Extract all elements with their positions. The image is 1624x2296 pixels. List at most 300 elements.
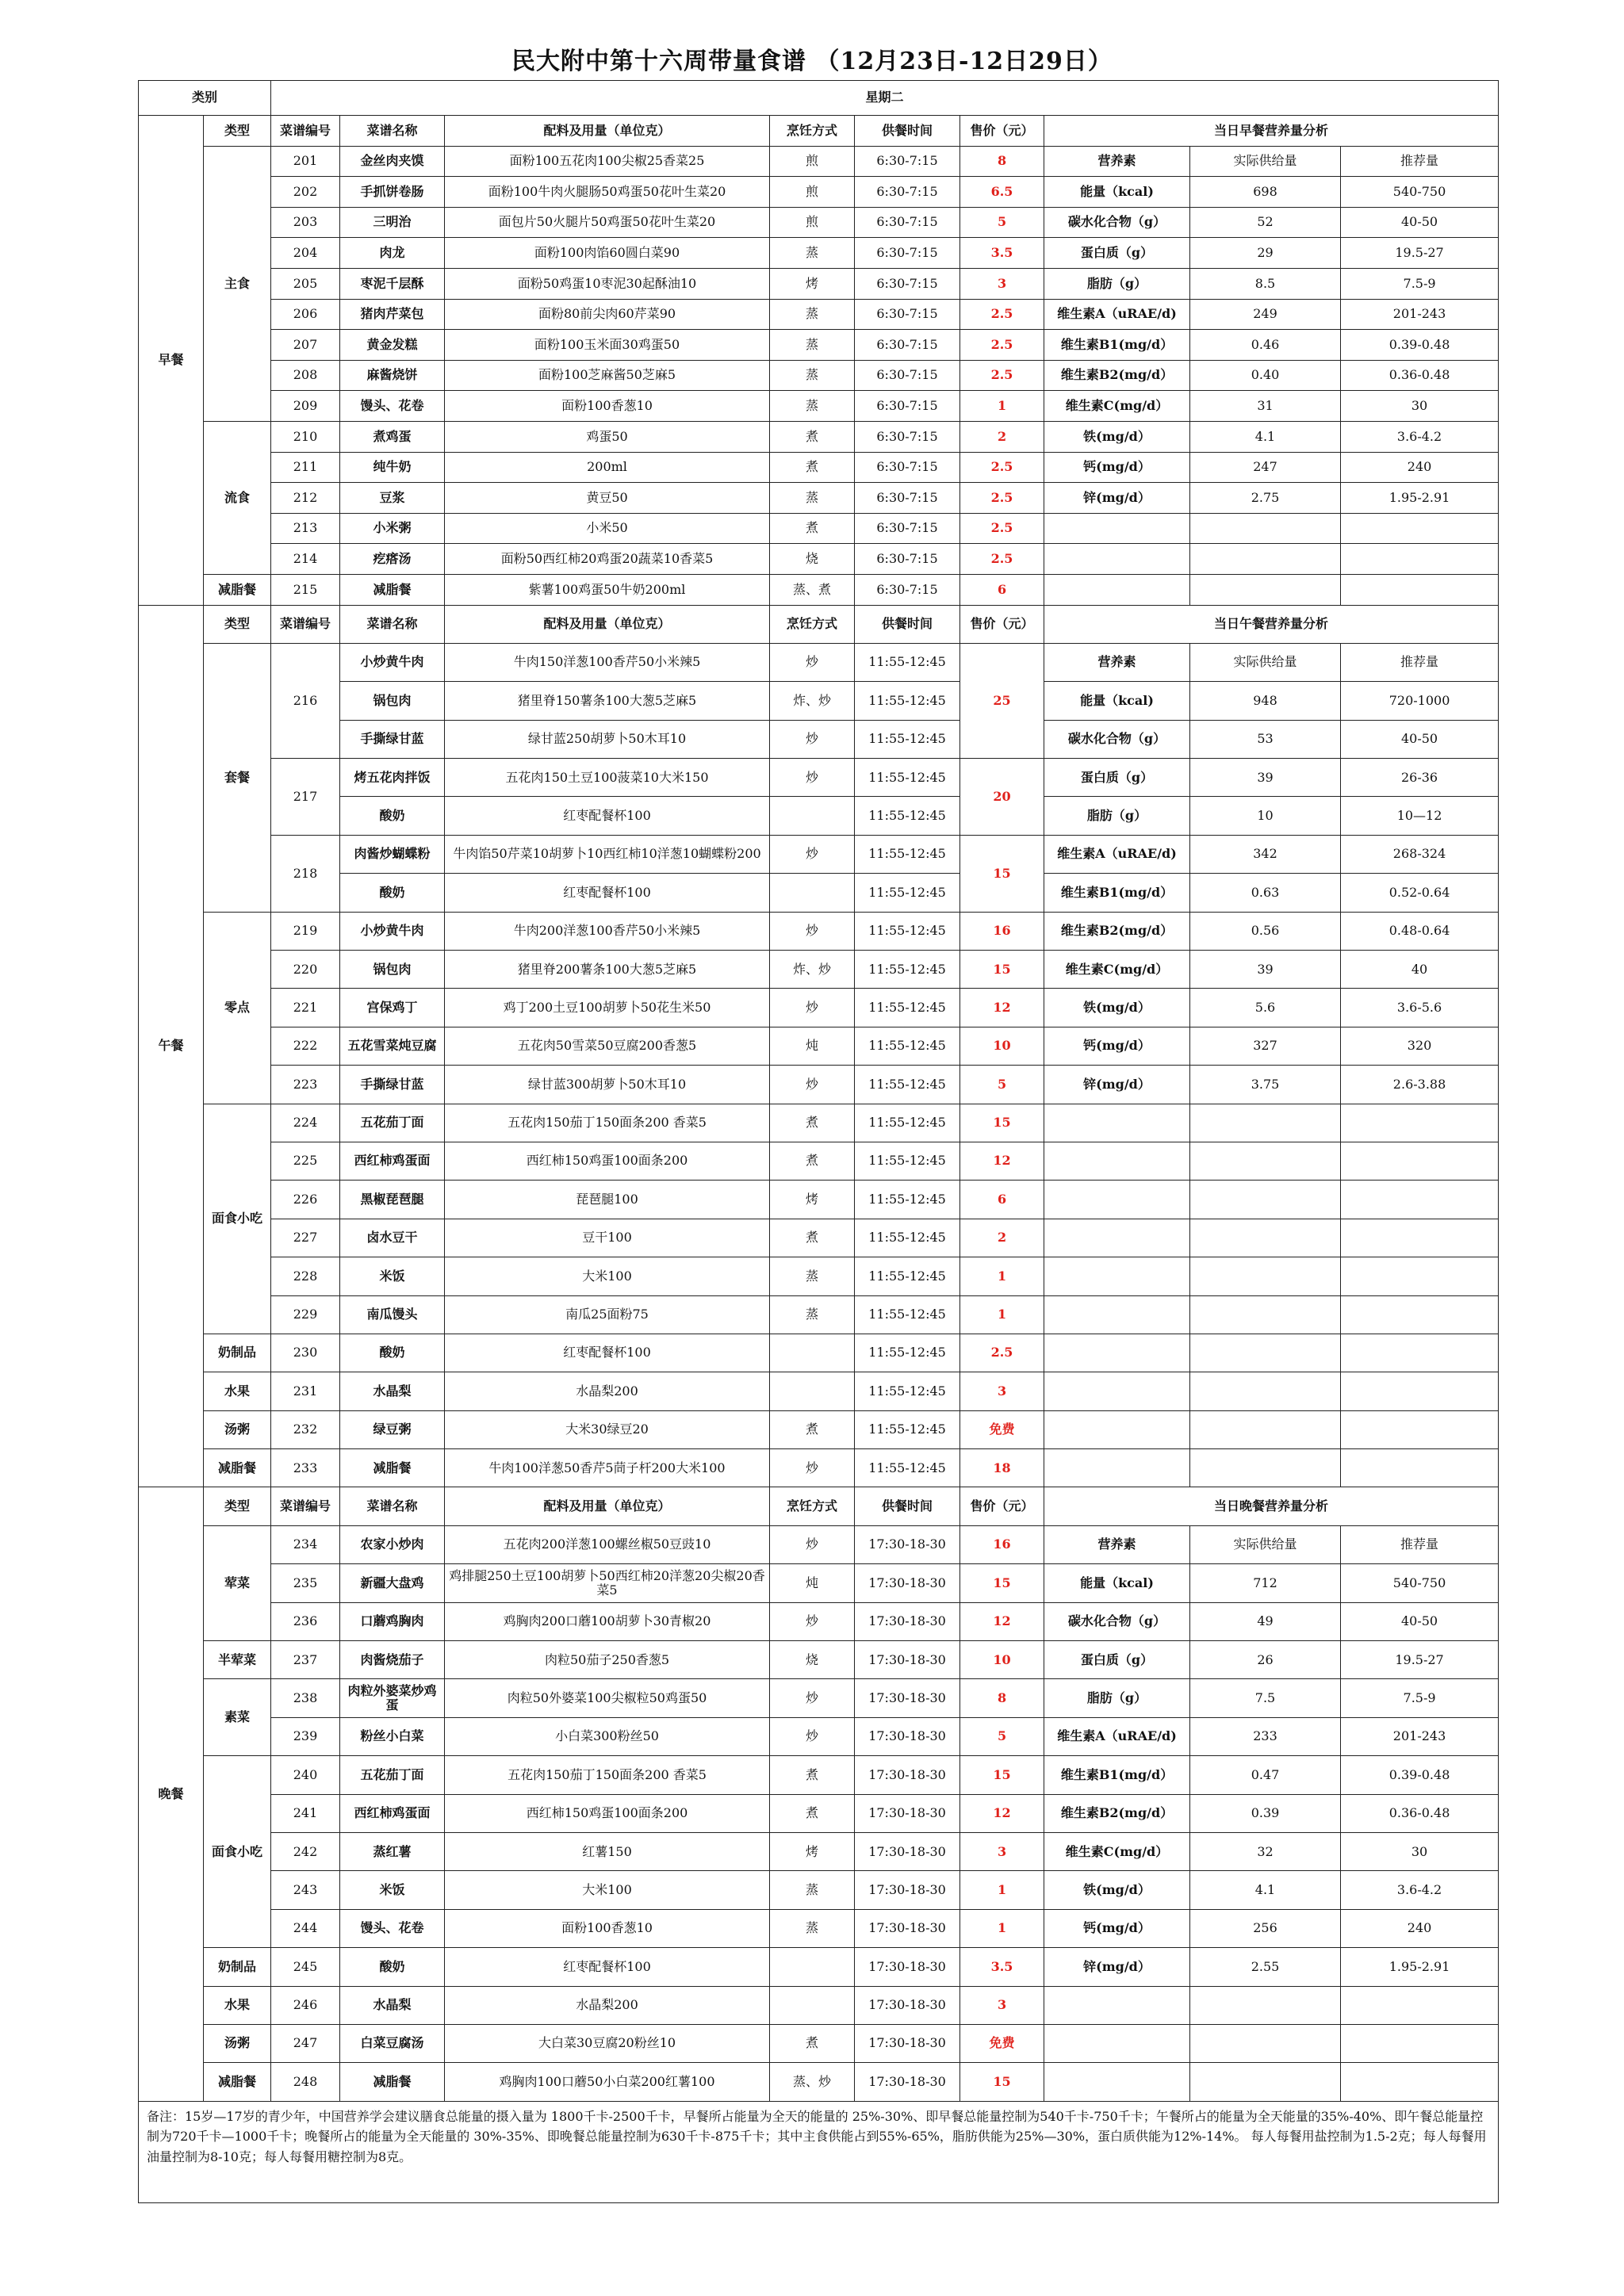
item-time: 17:30-18-30 [855, 1833, 960, 1871]
item-method: 煮 [770, 1104, 855, 1142]
item-name: 酸奶 [340, 1334, 445, 1372]
nutrient-actual: 29 [1190, 238, 1341, 269]
item-name: 馒头、花卷 [340, 1909, 445, 1947]
menu-item-row [139, 238, 1499, 269]
menu-item-row [139, 207, 1499, 238]
item-ingredients: 五花肉50雪菜50豆腐200香葱5 [445, 1027, 770, 1065]
item-code: 202 [271, 177, 340, 208]
item-price: 12 [960, 989, 1044, 1027]
item-time: 17:30-18-30 [855, 1986, 960, 2024]
menu-item-row [139, 682, 1499, 720]
item-name: 蒸红薯 [340, 1833, 445, 1871]
item-method: 烧 [770, 544, 855, 575]
item-ingredients: 面包片50火腿片50鸡蛋50花叶生菜20 [445, 207, 770, 238]
empty-cell [1044, 1104, 1190, 1142]
meal-label: 午餐 [139, 605, 204, 1487]
empty-cell [1341, 513, 1499, 544]
empty-cell [1341, 1181, 1499, 1219]
group-type: 减脂餐 [204, 574, 271, 605]
menu-item-row [139, 146, 1499, 177]
item-name: 南瓜馒头 [340, 1295, 445, 1334]
menu-item-row [139, 643, 1499, 681]
item-name: 米饭 [340, 1257, 445, 1295]
item-ingredients: 面粉80前尖肉60芹菜90 [445, 299, 770, 330]
nutrient-name: 维生素C(mg/d） [1044, 951, 1190, 989]
item-method: 蒸 [770, 330, 855, 361]
item-time: 11:55-12:45 [855, 835, 960, 873]
item-method: 煮 [770, 1794, 855, 1832]
item-code: 236 [271, 1602, 340, 1640]
col-ingredients-header: 配料及用量（单位克） [445, 605, 770, 643]
empty-cell [1190, 1219, 1341, 1257]
nutrient-recommended: 240 [1341, 1909, 1499, 1947]
item-time: 11:55-12:45 [855, 682, 960, 720]
day-header: 星期二 [271, 81, 1499, 116]
nutrient-actual: 49 [1190, 1602, 1341, 1640]
empty-cell [1044, 2024, 1190, 2062]
nutrient-name: 锌(mg/d） [1044, 1948, 1190, 1986]
item-ingredients: 红枣配餐杯100 [445, 1948, 770, 1986]
item-ingredients: 小米50 [445, 513, 770, 544]
item-ingredients: 五花肉150土豆100菠菜10大米150 [445, 759, 770, 797]
item-method: 炒 [770, 1066, 855, 1104]
nutrient-actual: 实际供给量 [1190, 643, 1341, 681]
item-time: 11:55-12:45 [855, 643, 960, 681]
nutrient-name: 维生素B1(mg/d） [1044, 874, 1190, 912]
item-price: 16 [960, 912, 1044, 950]
col-name-header: 菜谱名称 [340, 116, 445, 147]
nutrient-name: 锌(mg/d） [1044, 1066, 1190, 1104]
item-code: 244 [271, 1909, 340, 1947]
menu-item-row [139, 483, 1499, 514]
item-name: 卤水豆干 [340, 1219, 445, 1257]
item-ingredients: 五花肉150茄丁150面条200 香菜5 [445, 1756, 770, 1794]
item-time: 6:30-7:15 [855, 513, 960, 544]
item-method: 蒸 [770, 238, 855, 269]
item-code: 220 [271, 951, 340, 989]
item-ingredients: 肉粒50外婆菜100尖椒粒50鸡蛋50 [445, 1679, 770, 1717]
group-type: 零点 [204, 912, 271, 1104]
item-ingredients: 水晶梨200 [445, 1986, 770, 2024]
item-price: 16 [960, 1525, 1044, 1563]
item-ingredients: 紫薯100鸡蛋50牛奶200ml [445, 574, 770, 605]
group-type: 减脂餐 [204, 2063, 271, 2101]
item-ingredients: 牛肉150洋葱100香芹50小米辣5 [445, 643, 770, 681]
nutrient-recommended: 推荐量 [1341, 643, 1499, 681]
nutrient-actual: 0.63 [1190, 874, 1341, 912]
nutrient-name: 能量（kcal) [1044, 177, 1190, 208]
empty-cell [1190, 513, 1341, 544]
menu-item-row [139, 1257, 1499, 1295]
nutrient-actual: 0.40 [1190, 360, 1341, 391]
empty-cell [1341, 1410, 1499, 1448]
nutrient-name: 碳水化合物（g） [1044, 720, 1190, 758]
nutrient-name: 营养素 [1044, 146, 1190, 177]
nutrient-recommended: 26-36 [1341, 759, 1499, 797]
nutrient-recommended: 19.5-27 [1341, 1641, 1499, 1679]
nutrient-name: 蛋白质（g） [1044, 1641, 1190, 1679]
nutrient-actual: 39 [1190, 951, 1341, 989]
item-code: 222 [271, 1027, 340, 1065]
item-price: 2.5 [960, 360, 1044, 391]
nutrient-name: 碳水化合物（g） [1044, 207, 1190, 238]
item-ingredients: 面粉100香葱10 [445, 391, 770, 422]
item-price: 18 [960, 1449, 1044, 1487]
item-time: 11:55-12:45 [855, 912, 960, 950]
item-method: 炒 [770, 1449, 855, 1487]
nutrient-actual: 31 [1190, 391, 1341, 422]
item-price: 2 [960, 421, 1044, 452]
menu-item-row [139, 360, 1499, 391]
nutrient-name: 铁(mg/d） [1044, 1871, 1190, 1909]
group-type: 奶制品 [204, 1334, 271, 1372]
item-method [770, 1986, 855, 2024]
item-time: 17:30-18-30 [855, 1871, 960, 1909]
item-code: 227 [271, 1219, 340, 1257]
empty-cell [1341, 2024, 1499, 2062]
item-time: 11:55-12:45 [855, 1104, 960, 1142]
empty-cell [1190, 1104, 1341, 1142]
col-ingredients-header: 配料及用量（单位克） [445, 116, 770, 147]
item-price: 2 [960, 1219, 1044, 1257]
item-time: 17:30-18-30 [855, 1717, 960, 1755]
item-time: 6:30-7:15 [855, 238, 960, 269]
item-ingredients: 黄豆50 [445, 483, 770, 514]
item-method: 炒 [770, 720, 855, 758]
nutrient-recommended: 540-750 [1341, 177, 1499, 208]
item-code: 232 [271, 1410, 340, 1448]
item-method: 蒸 [770, 1257, 855, 1295]
section-header-row [139, 116, 1499, 147]
menu-item-row [139, 989, 1499, 1027]
note-text: 备注：15岁—17岁的青少年，中国营养学会建议膳食总能量的摄入量为 1800千卡-2500千卡，早餐所占能量为全天的能量的 25%-30%、即早餐总能量控制为540千卡-750千卡；午餐所占的能量为全天能量的35%-40%、即午餐总能量控制为720千卡—1000千卡；晚餐所占的能量为全天能量的 30%-35%、即晚餐总能量控制为630千卡-875千卡；其中主食供能占到55%-65%，脂肪供能为25%—30%，蛋白质供能为12%-14%。 每人每餐用盐控制为1.5-2克；每人每餐用油量控制为8-10克；每人每餐用糖控制为8克。 [139, 2101, 1499, 2202]
item-price: 15 [960, 951, 1044, 989]
menu-item-row [139, 268, 1499, 299]
nutrient-recommended: 2.6-3.88 [1341, 1066, 1499, 1104]
empty-cell [1341, 574, 1499, 605]
item-name: 手抓饼卷肠 [340, 177, 445, 208]
item-code: 243 [271, 1871, 340, 1909]
col-code-header: 菜谱编号 [271, 116, 340, 147]
item-code: 214 [271, 544, 340, 575]
menu-item-row [139, 1104, 1499, 1142]
item-time: 11:55-12:45 [855, 1295, 960, 1334]
item-ingredients: 面粉100五花肉100尖椒25香菜25 [445, 146, 770, 177]
item-name: 三明治 [340, 207, 445, 238]
nutrient-actual: 256 [1190, 1909, 1341, 1947]
item-method: 炒 [770, 1602, 855, 1640]
item-time: 11:55-12:45 [855, 1066, 960, 1104]
item-name: 口蘑鸡胸肉 [340, 1602, 445, 1640]
item-name: 小炒黄牛肉 [340, 643, 445, 681]
section-header-row [139, 1487, 1499, 1525]
nutrient-name: 营养素 [1044, 1525, 1190, 1563]
nutrient-recommended: 19.5-27 [1341, 238, 1499, 269]
empty-cell [1044, 1257, 1190, 1295]
item-ingredients: 绿甘蓝300胡萝卜50木耳10 [445, 1066, 770, 1104]
item-time: 11:55-12:45 [855, 797, 960, 835]
empty-cell [1044, 1295, 1190, 1334]
group-type: 水果 [204, 1372, 271, 1410]
group-type: 汤粥 [204, 2024, 271, 2062]
menu-item-row [139, 1909, 1499, 1947]
nutrient-name: 维生素A（uRAE/d) [1044, 1717, 1190, 1755]
empty-cell [1190, 1986, 1341, 2024]
item-price: 2.5 [960, 452, 1044, 483]
empty-cell [1044, 1219, 1190, 1257]
item-name: 肉酱炒蝴蝶粉 [340, 835, 445, 873]
nutrient-recommended: 0.52-0.64 [1341, 874, 1499, 912]
empty-cell [1341, 544, 1499, 575]
menu-item-row [139, 1717, 1499, 1755]
item-name: 手撕绿甘蓝 [340, 1066, 445, 1104]
item-ingredients: 小白菜300粉丝50 [445, 1717, 770, 1755]
menu-item-row [139, 2024, 1499, 2062]
combo-price: 20 [960, 759, 1044, 836]
empty-cell [1341, 1449, 1499, 1487]
col-code-header: 菜谱编号 [271, 1487, 340, 1525]
menu-item-row [139, 1410, 1499, 1448]
item-price: 2.5 [960, 544, 1044, 575]
menu-item-row [139, 1219, 1499, 1257]
item-ingredients: 鸡丁200土豆100胡萝卜50花生米50 [445, 989, 770, 1027]
item-time: 11:55-12:45 [855, 759, 960, 797]
nutrient-name: 维生素B2(mg/d） [1044, 1794, 1190, 1832]
item-method: 煮 [770, 1219, 855, 1257]
menu-item-row [139, 1027, 1499, 1065]
item-time: 17:30-18-30 [855, 1525, 960, 1563]
item-name: 锅包肉 [340, 682, 445, 720]
col-ingredients-header: 配料及用量（单位克） [445, 1487, 770, 1525]
item-method: 蒸 [770, 1909, 855, 1947]
item-ingredients: 西红柿150鸡蛋100面条200 [445, 1794, 770, 1832]
menu-item-row [139, 1756, 1499, 1794]
col-type-header: 类型 [204, 116, 271, 147]
item-method: 蒸 [770, 1295, 855, 1334]
empty-cell [1190, 1295, 1341, 1334]
item-ingredients: 面粉100芝麻酱50芝麻5 [445, 360, 770, 391]
item-name: 馒头、花卷 [340, 391, 445, 422]
item-time: 17:30-18-30 [855, 2063, 960, 2101]
col-price-header: 售价（元） [960, 1487, 1044, 1525]
menu-item-row [139, 912, 1499, 950]
item-ingredients: 西红柿150鸡蛋100面条200 [445, 1142, 770, 1180]
item-time: 11:55-12:45 [855, 1410, 960, 1448]
item-time: 6:30-7:15 [855, 360, 960, 391]
item-code: 226 [271, 1181, 340, 1219]
item-time: 17:30-18-30 [855, 1564, 960, 1602]
item-name: 减脂餐 [340, 2063, 445, 2101]
item-method: 炸、炒 [770, 951, 855, 989]
item-time: 11:55-12:45 [855, 1181, 960, 1219]
item-time: 11:55-12:45 [855, 1372, 960, 1410]
item-price: 6 [960, 574, 1044, 605]
item-price: 12 [960, 1794, 1044, 1832]
item-price: 6.5 [960, 177, 1044, 208]
empty-cell [1044, 1334, 1190, 1372]
col-time-header: 供餐时间 [855, 1487, 960, 1525]
item-time: 6:30-7:15 [855, 207, 960, 238]
item-time: 6:30-7:15 [855, 421, 960, 452]
combo-price: 15 [960, 835, 1044, 912]
nutrient-recommended: 0.39-0.48 [1341, 330, 1499, 361]
empty-cell [1190, 1142, 1341, 1180]
item-time: 17:30-18-30 [855, 2024, 960, 2062]
item-code: 234 [271, 1525, 340, 1563]
item-ingredients: 红枣配餐杯100 [445, 1334, 770, 1372]
group-type: 素菜 [204, 1679, 271, 1756]
combo-code: 217 [271, 759, 340, 836]
menu-item-row [139, 1372, 1499, 1410]
item-name: 煮鸡蛋 [340, 421, 445, 452]
item-price: 3 [960, 1986, 1044, 2024]
item-ingredients: 豆干100 [445, 1219, 770, 1257]
item-time: 11:55-12:45 [855, 989, 960, 1027]
item-method: 煮 [770, 2024, 855, 2062]
item-code: 242 [271, 1833, 340, 1871]
item-price: 2.5 [960, 483, 1044, 514]
nutrient-recommended: 0.36-0.48 [1341, 360, 1499, 391]
item-ingredients: 五花肉150茄丁150面条200 香菜5 [445, 1104, 770, 1142]
nutrient-name: 铁(mg/d） [1044, 989, 1190, 1027]
item-price: 5 [960, 1717, 1044, 1755]
item-code: 213 [271, 513, 340, 544]
item-method [770, 1948, 855, 1986]
item-name: 锅包肉 [340, 951, 445, 989]
item-code: 239 [271, 1717, 340, 1755]
empty-cell [1190, 1372, 1341, 1410]
item-time: 17:30-18-30 [855, 1948, 960, 1986]
item-ingredients: 琵琶腿100 [445, 1181, 770, 1219]
item-time: 6:30-7:15 [855, 330, 960, 361]
menu-item-row [139, 513, 1499, 544]
nutrient-name: 钙(mg/d） [1044, 1909, 1190, 1947]
nutrient-recommended: 推荐量 [1341, 146, 1499, 177]
item-method: 炒 [770, 989, 855, 1027]
nutrient-actual: 4.1 [1190, 1871, 1341, 1909]
nutrient-actual: 233 [1190, 1717, 1341, 1755]
item-ingredients: 水晶梨200 [445, 1372, 770, 1410]
item-method: 烧 [770, 1641, 855, 1679]
nutrient-name: 钙(mg/d） [1044, 452, 1190, 483]
item-price: 2.5 [960, 330, 1044, 361]
nutrient-actual: 712 [1190, 1564, 1341, 1602]
item-code: 225 [271, 1142, 340, 1180]
item-code: 211 [271, 452, 340, 483]
item-time: 6:30-7:15 [855, 544, 960, 575]
nutrient-actual: 26 [1190, 1641, 1341, 1679]
item-ingredients: 大米100 [445, 1871, 770, 1909]
category-header: 类别 [139, 81, 271, 116]
nutrient-actual: 实际供给量 [1190, 1525, 1341, 1563]
item-name: 酸奶 [340, 797, 445, 835]
nutrient-recommended: 1.95-2.91 [1341, 483, 1499, 514]
item-name: 小炒黄牛肉 [340, 912, 445, 950]
item-code: 223 [271, 1066, 340, 1104]
item-method: 蒸 [770, 483, 855, 514]
item-code: 205 [271, 268, 340, 299]
item-method: 炒 [770, 643, 855, 681]
item-code: 228 [271, 1257, 340, 1295]
nutrient-recommended: 3.6-4.2 [1341, 1871, 1499, 1909]
item-method: 煮 [770, 1142, 855, 1180]
item-code: 247 [271, 2024, 340, 2062]
item-price: 15 [960, 2063, 1044, 2101]
empty-cell [1341, 1334, 1499, 1372]
combo-code: 216 [271, 643, 340, 758]
item-price: 1 [960, 1909, 1044, 1947]
item-name: 西红柿鸡蛋面 [340, 1142, 445, 1180]
col-code-header: 菜谱编号 [271, 605, 340, 643]
item-time: 6:30-7:15 [855, 177, 960, 208]
menu-item-row [139, 1641, 1499, 1679]
item-price: 10 [960, 1641, 1044, 1679]
item-method [770, 1334, 855, 1372]
item-time: 11:55-12:45 [855, 1219, 960, 1257]
item-ingredients: 肉粒50茄子250香葱5 [445, 1641, 770, 1679]
combo-price: 25 [960, 643, 1044, 758]
empty-cell [1190, 1410, 1341, 1448]
item-code: 235 [271, 1564, 340, 1602]
item-price: 3.5 [960, 238, 1044, 269]
item-time: 17:30-18-30 [855, 1794, 960, 1832]
item-time: 11:55-12:45 [855, 1027, 960, 1065]
item-method [770, 797, 855, 835]
item-method: 蒸 [770, 360, 855, 391]
nutrient-actual: 247 [1190, 452, 1341, 483]
item-ingredients: 红薯150 [445, 1833, 770, 1871]
menu-item-row [139, 391, 1499, 422]
group-type: 面食小吃 [204, 1104, 271, 1334]
item-code: 245 [271, 1948, 340, 1986]
item-code: 233 [271, 1449, 340, 1487]
item-code: 204 [271, 238, 340, 269]
empty-cell [1341, 1257, 1499, 1295]
item-ingredients: 红枣配餐杯100 [445, 874, 770, 912]
nutrient-name: 脂肪（g） [1044, 797, 1190, 835]
item-name: 金丝肉夹馍 [340, 146, 445, 177]
item-name: 烤五花肉拌饭 [340, 759, 445, 797]
menu-item-row [139, 1794, 1499, 1832]
item-ingredients: 猪里脊150薯条100大葱5芝麻5 [445, 682, 770, 720]
col-time-header: 供餐时间 [855, 116, 960, 147]
item-name: 黑椒琵琶腿 [340, 1181, 445, 1219]
nutrient-name: 蛋白质（g） [1044, 759, 1190, 797]
menu-item-row [139, 1142, 1499, 1180]
page-title: 民大附中第十六周带量食谱 （12月23日-12日29日） [511, 48, 1113, 75]
menu-item-row [139, 797, 1499, 835]
nutrient-name: 维生素C(mg/d） [1044, 1833, 1190, 1871]
menu-item-row [139, 452, 1499, 483]
item-time: 11:55-12:45 [855, 1449, 960, 1487]
nutrient-name: 脂肪（g） [1044, 268, 1190, 299]
item-ingredients: 绿甘蓝250胡萝卜50木耳10 [445, 720, 770, 758]
item-time: 6:30-7:15 [855, 391, 960, 422]
note-row [139, 2101, 1499, 2202]
item-time: 6:30-7:15 [855, 299, 960, 330]
group-type: 主食 [204, 146, 271, 421]
item-method [770, 1372, 855, 1410]
item-time: 17:30-18-30 [855, 1909, 960, 1947]
nutrient-name: 锌(mg/d） [1044, 483, 1190, 514]
item-code: 229 [271, 1295, 340, 1334]
nutrient-actual: 32 [1190, 1833, 1341, 1871]
menu-item-row [139, 177, 1499, 208]
menu-item-row [139, 759, 1499, 797]
item-method: 煎 [770, 207, 855, 238]
item-time: 11:55-12:45 [855, 874, 960, 912]
item-method: 烤 [770, 268, 855, 299]
